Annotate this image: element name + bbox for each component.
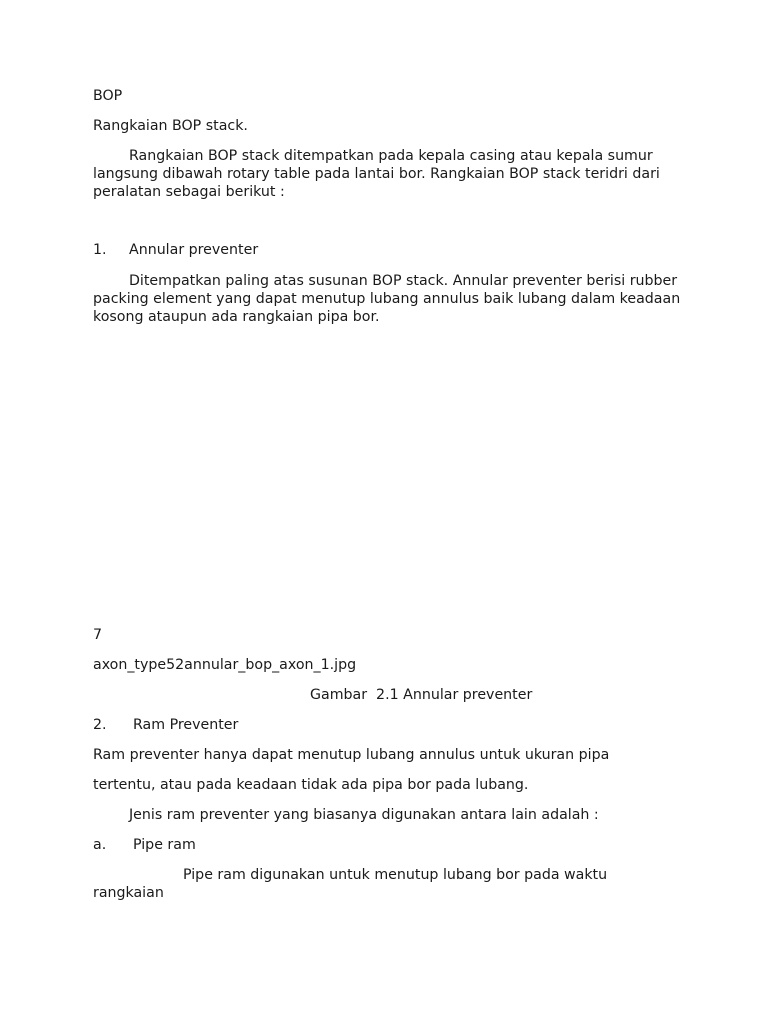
item-a-title: Pipe ram xyxy=(133,837,196,853)
item-2-title: Ram Preventer xyxy=(133,717,239,733)
item-a-body-line-2: rangkaian xyxy=(93,885,164,901)
item-a-letter: a. xyxy=(93,837,107,853)
item-2-line-1: Ram preventer hanya dapat menutup lubang annulus untuk ukuran pipa xyxy=(93,747,610,763)
image-filename: axon_type52annular_bop_axon_1.jpg xyxy=(93,657,357,673)
image-index: 7 xyxy=(93,627,103,643)
item-2-line-2: tertentu, atau pada keadaan tidak ada pipa bor pada lubang. xyxy=(93,777,529,793)
item-a-body-line-1: Pipe ram digunakan untuk menutup lubang bor pada waktu xyxy=(183,867,608,883)
figure-caption: Gambar 2.1 Annular preventer xyxy=(310,687,533,703)
item-2-number: 2. xyxy=(93,717,107,733)
ram-types-intro: Jenis ram preventer yang biasanya digunakan antara lain adalah : xyxy=(129,807,599,823)
section-title: Rangkaian BOP stack. xyxy=(93,118,248,134)
item-1-body: Ditempatkan paling atas susunan BOP stack. Annular preventer berisi rubber packing element yang dapat menutup lubang annulus baik lubang dalam keadaan kosong ataupun ada rangkaian pipa bor. xyxy=(93,273,681,325)
document-heading: BOP xyxy=(93,88,123,104)
item-1-title: Annular preventer xyxy=(129,242,259,258)
item-1-number: 1. xyxy=(93,242,107,258)
intro-paragraph: Rangkaian BOP stack ditempatkan pada kepala casing atau kepala sumur langsung dibawah rotary table pada lantai bor. Rangkaian BOP stack teridri dari peralatan sebagai berikut : xyxy=(93,148,660,200)
